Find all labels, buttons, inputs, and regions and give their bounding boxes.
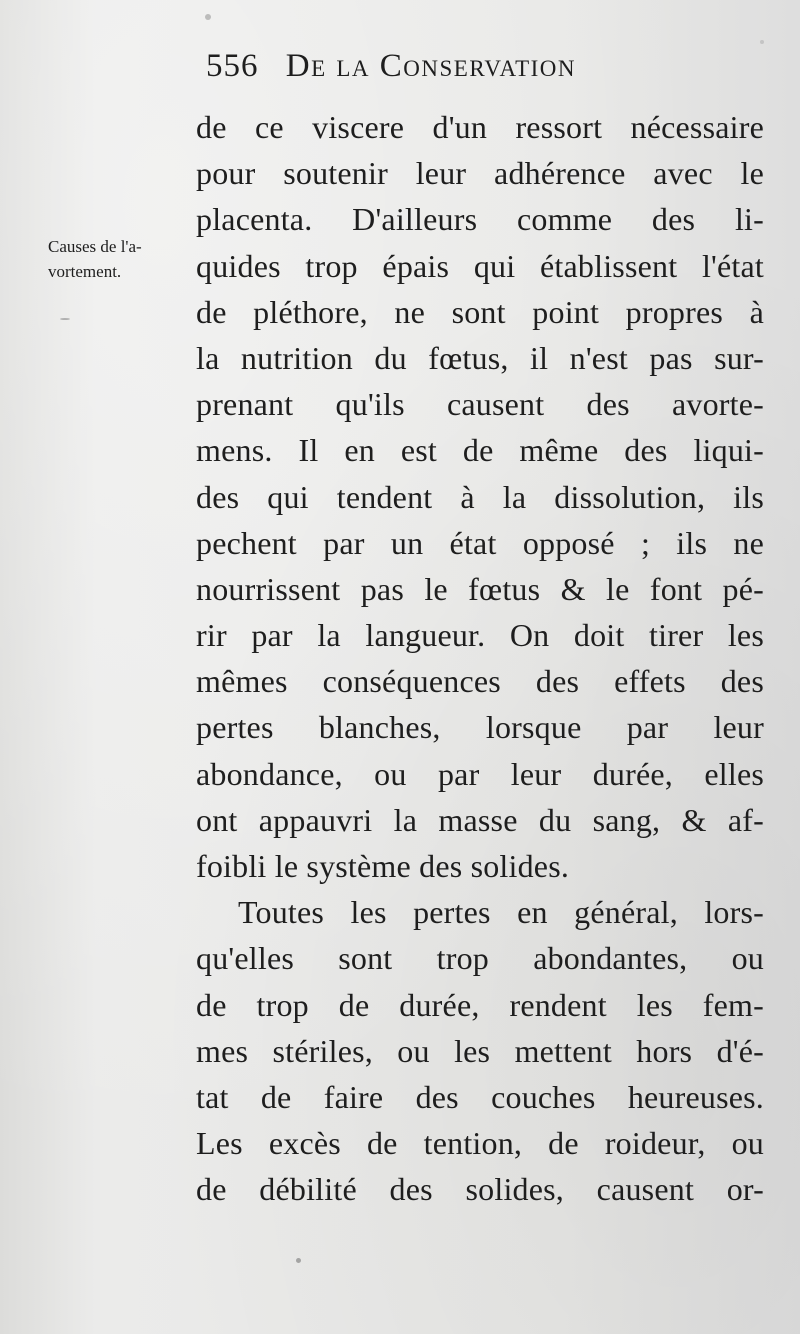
paper-speck	[760, 40, 764, 44]
text-line: placenta. D'ailleurs comme des li-	[196, 201, 764, 238]
text-line: pour soutenir leur adhérence avec le	[196, 155, 764, 192]
text-line: de ce viscere d'un ressort nécessaire	[196, 109, 764, 145]
page-number: 556	[206, 48, 259, 84]
text-line: pechent par un état opposé ; ils ne	[196, 524, 764, 561]
text-line: tat de faire des couches heureuses.	[196, 1078, 764, 1115]
text-line: mes stériles, ou les mettent hors d'é-	[196, 1032, 764, 1069]
text-line: ont appauvri la masse du sang, & af-	[196, 801, 764, 838]
text-line: qu'elles sont trop abondantes, ou	[196, 940, 764, 977]
text-line: de débilité des solides, causent or-	[196, 1171, 764, 1208]
paper-speck	[60, 318, 70, 320]
text-line: de trop de durée, rendent les fem-	[196, 986, 764, 1023]
text-line: Les excès de tention, de roideur, ou	[196, 1125, 764, 1162]
text-line: des qui tendent à la dissolution, ils	[196, 478, 764, 515]
text-line: de pléthore, ne sont point propres à	[196, 293, 764, 330]
margin-note-line: vortement.	[48, 262, 122, 281]
text-line: la nutrition du fœtus, il n'est pas sur-	[196, 339, 764, 376]
text-line: prenant qu'ils causent des avorte-	[196, 386, 764, 423]
running-title: De la Conservation	[285, 48, 576, 84]
text-line: nourrissent pas le fœtus & le font pé-	[196, 570, 764, 607]
page-header	[206, 48, 766, 96]
text-line: pertes blanches, lorsque par leur	[196, 709, 764, 746]
text-line: quides trop épais qui établissent l'état	[196, 247, 764, 284]
paper-speck	[205, 14, 211, 20]
text-line: mens. Il en est de même des liqui-	[196, 432, 764, 469]
margin-note	[48, 234, 200, 284]
margin-note-line: Causes de l'a-	[48, 237, 142, 256]
paragraph-last-line: foibli le système des solides.	[196, 848, 570, 884]
body-text	[196, 104, 764, 1213]
text-line: abondance, ou par leur durée, elles	[196, 755, 764, 792]
text-line: rir par la langueur. On doit tirer les	[196, 617, 764, 654]
text-line: mêmes conséquences des effets des	[196, 663, 764, 700]
paragraph-first-line: Toutes les pertes en général, lors-	[238, 894, 764, 931]
paper-speck	[296, 1258, 301, 1263]
